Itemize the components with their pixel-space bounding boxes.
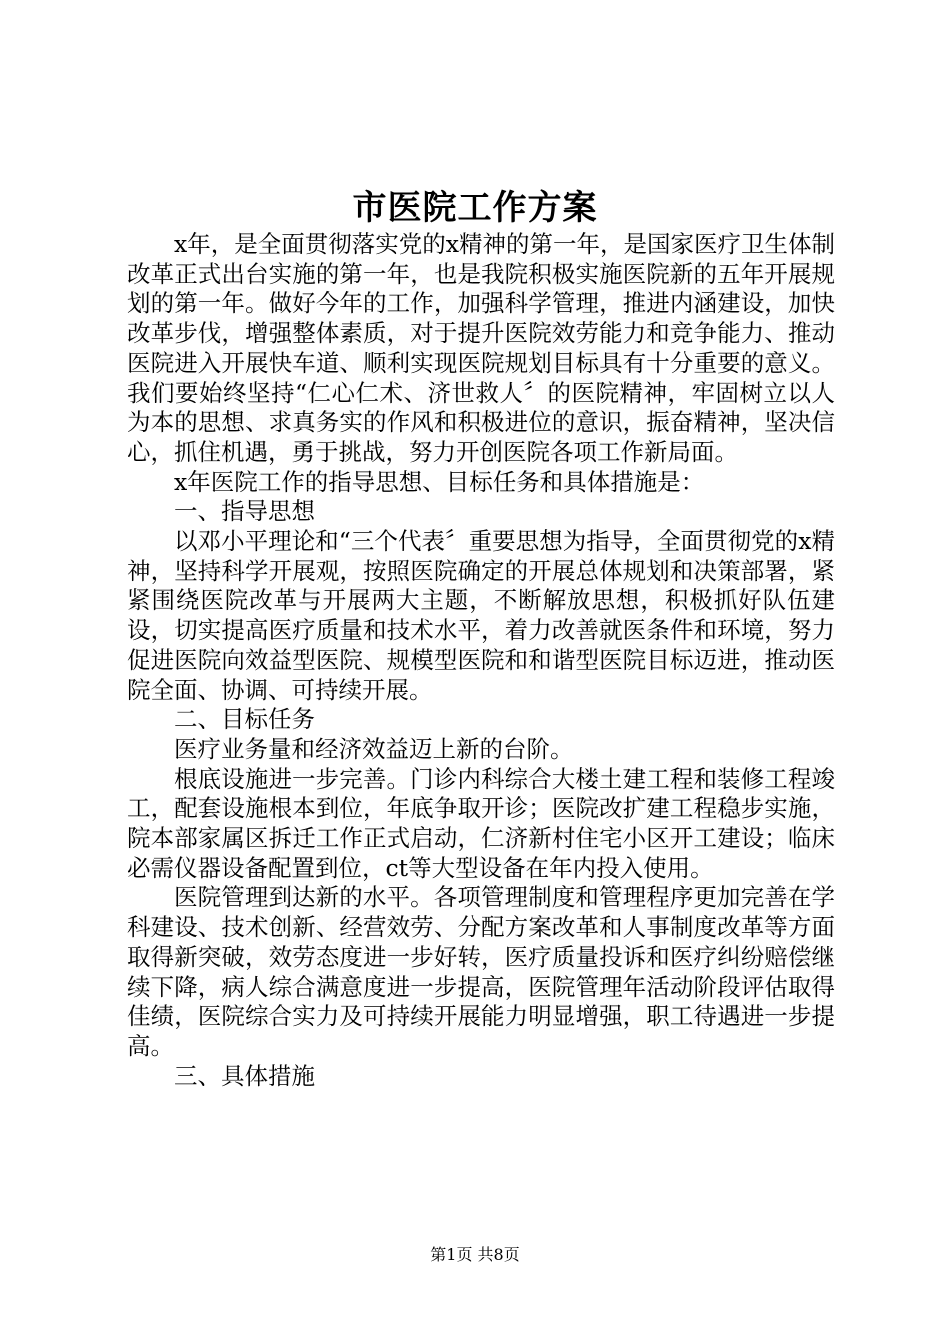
paragraph-goal-infrastructure: 根底设施进一步完善。门诊内科综合大楼土建工程和装修工程竣工，配套设施根本到位，年底争取开诊；医院改扩建工程稳步实施，院本部家属区拆迁工作正式启动，仁济新村住宅小区开工建设；临床必需仪器设备配置到位，ct等大型设备在年内投入使用。 (127, 764, 835, 882)
paragraph-goal-management: 医院管理到达新的水平。各项管理制度和管理程序更加完善在学科建设、技术创新、经营效劳、分配方案改革和人事制度改革等方面取得新突破，效劳态度进一步好转，医疗质量投诉和医疗纠纷赔偿继续下降，病人综合满意度进一步提高，医院管理年活动阶段评估取得佳绩，医院综合实力及可持续开展能力明显增强，职工待遇进一步提高。 (127, 883, 835, 1060)
section-heading-measures: 三、具体措施 (174, 1061, 315, 1090)
page-number: 第1页 共8页 (430, 1245, 520, 1264)
section-heading-goals: 二、目标任务 (174, 705, 315, 734)
paragraph-overview: x年医院工作的指导思想、目标任务和具体措施是： (174, 467, 705, 496)
document-title: 市医院工作方案 (352, 188, 598, 228)
paragraph-goal-business: 医疗业务量和经济效益迈上新的台阶。 (174, 734, 574, 763)
document-body (127, 230, 835, 1091)
section-heading-guiding-thought: 一、指导思想 (174, 497, 315, 526)
paragraph-guiding-thought: 以邓小平理论和“三个代表〞重要思想为指导，全面贯彻党的x精神，坚持科学开展观，按照医院确定的开展总体规划和决策部署，紧紧围绕医院改革与开展两大主题，不断解放思想，积极抓好队伍建设，切实提高医疗质量和技术水平，着力改善就医条件和环境，努力促进医院向效益型医院、规模型医院和和谐型医院目标迈进，推动医院全面、协调、可持续开展。 (127, 527, 835, 704)
paragraph-intro: x年，是全面贯彻落实党的x精神的第一年，是国家医疗卫生体制改革正式出台实施的第一年，也是我院积极实施医院新的五年开展规划的第一年。做好今年的工作，加强科学管理，推进内涵建设，加快改革步伐，增强整体素质，对于提升医院效劳能力和竞争能力、推动医院进入开展快车道、顺利实现医院规划目标具有十分重要的意义。我们要始终坚持“仁心仁术、济世救人〞的医院精神，牢固树立以人为本的思想、求真务实的作风和积极进位的意识，振奋精神，坚决信心，抓住机遇，勇于挑战，努力开创医院各项工作新局面。 (127, 230, 836, 466)
